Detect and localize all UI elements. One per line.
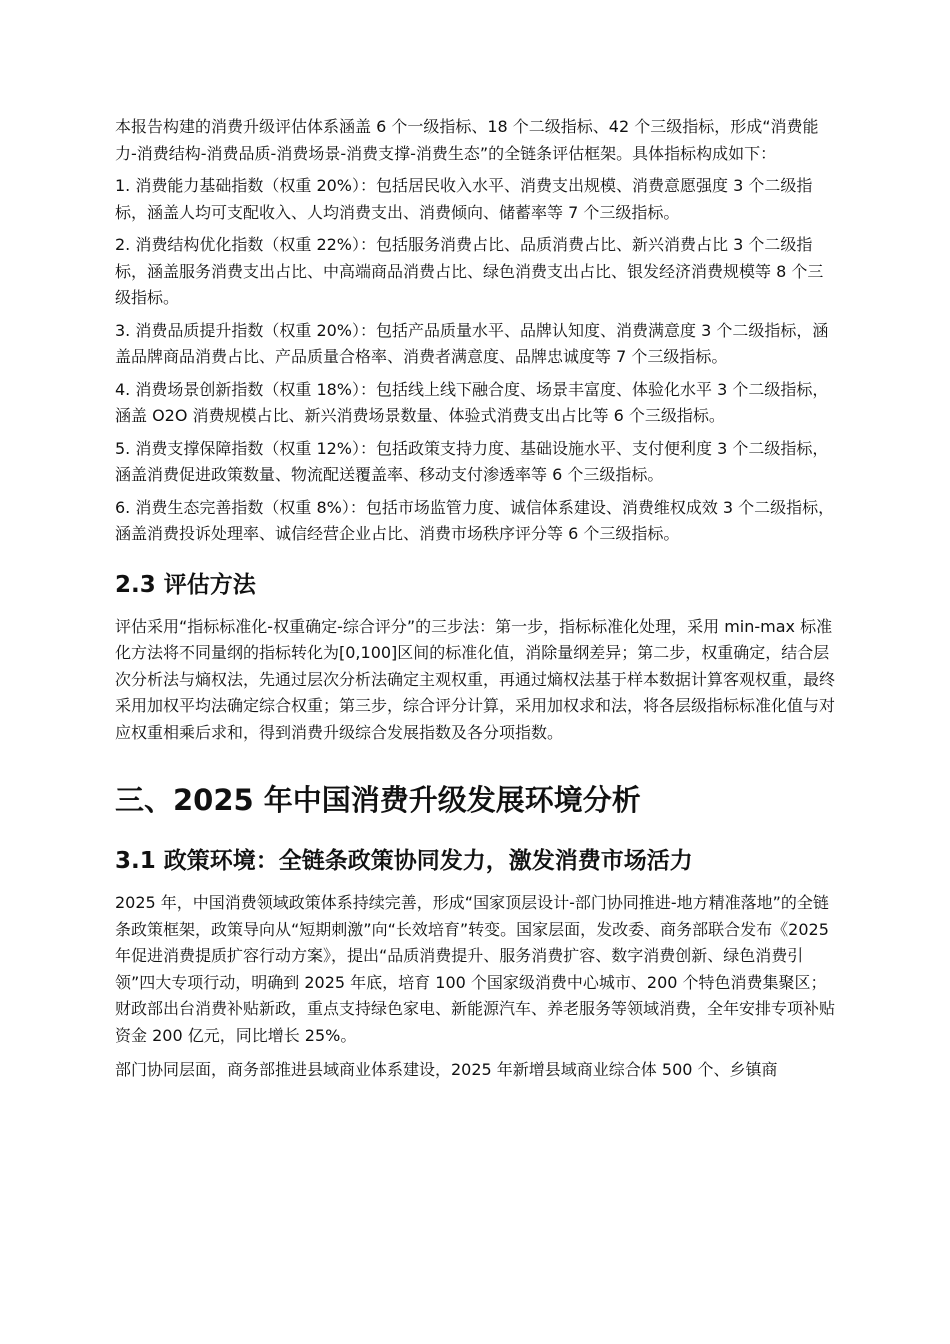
indicator-list (115, 173, 835, 548)
list-item: 4. 消费场景创新指数（权重 18%）：包括线上线下融合度、场景丰富度、体验化水平 3 个二级指标，涵盖 O2O 消费规模占比、新兴消费场景数量、体验式消费支出占比等 6 个三级指标。 (115, 379, 829, 425)
list-item: 1. 消费能力基础指数（权重 20%）：包括居民收入水平、消费支出规模、消费意愿强度 3 个二级指标，涵盖人均可支配收入、人均消费支出、消费倾向、储蓄率等 7 个三级指标。 (115, 176, 813, 222)
section-heading-3-1: 3.1 政策环境：全链条政策协同发力，激发消费市场活力 (115, 848, 693, 874)
list-item: 6. 消费生态完善指数（权重 8%）：包括市场监管力度、诚信体系建设、消费维权成效 3 个二级指标，涵盖消费投诉处理率、诚信经营企业占比、消费市场秩序评分等 6 个三级指标。 (115, 497, 835, 543)
method-paragraph: 评估采用“指标标准化-权重确定-综合评分”的三步法：第一步，指标标准化处理，采用 min-max 标准化方法将不同量纲的指标转化为[0,100]区间的标准化值，消除量纲差异；第二步，权重确定，结合层次分析法与熵权法，先通过层次分析法确定主观权重，再通过熵权法基于样本数据计算客观权重，最终采用加权平均法确定综合权重；第三步，综合评分计算，采用加权求和法，将各层级指标标准化值与对应权重相乘后求和，得到消费升级综合发展指数及各分项指数。 (115, 616, 836, 742)
policy-paragraph: 2025 年，中国消费领域政策体系持续完善，形成“国家顶层设计-部门协同推进-地方精准落地”的全链条政策框架，政策导向从“短期刺激”向“长效培育”转变。国家层面，发改委、商务部联合发布《2025 年促进消费提质扩容行动方案》，提出“品质消费提升、服务消费扩容、数字消费创新、绿色消费引领”四大专项行动，明确到 2025 年底，培育 100 个国家级消费中心城市、200 个特色消费集聚区；财政部出台消费补贴新政，重点支持绿色家电、新能源汽车、养老服务等领域消费，全年安排专项补贴资金 200 亿元，同比增长 25%。 (115, 893, 836, 1045)
list-item: 2. 消费结构优化指数（权重 22%）：包括服务消费占比、品质消费占比、新兴消费占比 3 个二级指标，涵盖服务消费支出占比、中高端商品消费占比、绿色消费支出占比、银发经济消费规模等 8 个三级指标。 (115, 235, 824, 307)
document-page (115, 114, 835, 1092)
list-item: 5. 消费支撑保障指数（权重 12%）：包括政策支持力度、基础设施水平、支付便利度 3 个二级指标，涵盖消费促进政策数量、物流配送覆盖率、移动支付渗透率等 6 个三级指标。 (115, 438, 829, 484)
policy-paragraph: 部门协同层面，商务部推进县域商业体系建设，2025 年新增县域商业综合体 500 个、乡镇商 (115, 1060, 778, 1079)
section-heading-2-3: 2.3 评估方法 (115, 571, 256, 598)
chapter-heading-3: 三、2025 年中国消费升级发展环境分析 (115, 783, 641, 817)
intro-paragraph: 本报告构建的消费升级评估体系涵盖 6 个一级指标、18 个二级指标、42 个三级指标，形成“消费能力-消费结构-消费品质-消费场景-消费支撑-消费生态”的全链条评估框架。具体指标构成如下： (115, 117, 819, 163)
list-item: 3. 消费品质提升指数（权重 20%）：包括产品质量水平、品牌认知度、消费满意度 3 个二级指标，涵盖品牌商品消费占比、产品质量合格率、消费者满意度、品牌忠诚度等 7 个三级指标。 (115, 320, 829, 366)
